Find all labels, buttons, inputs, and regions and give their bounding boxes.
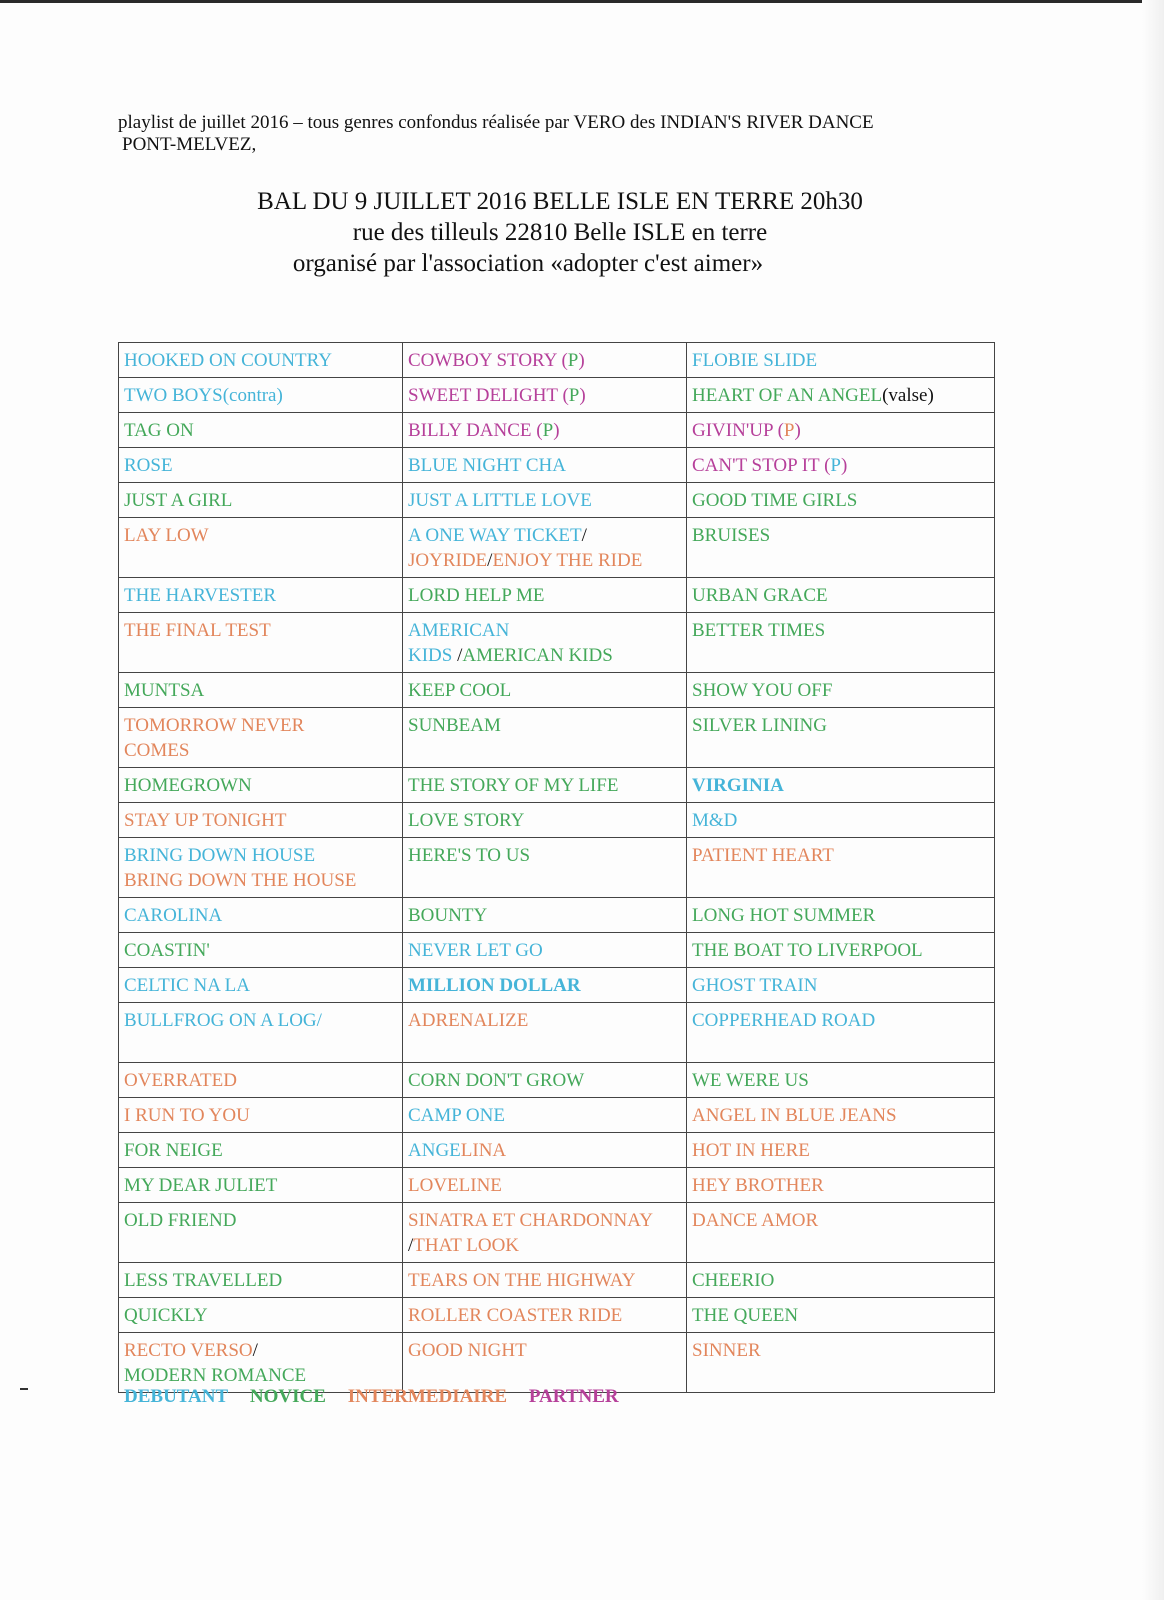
dance-cell — [403, 1063, 687, 1098]
scan-shadow — [1142, 0, 1164, 1600]
dance-title: THE STORY OF MY LIFE — [408, 775, 619, 796]
dance-title: BOUNTY — [408, 905, 488, 926]
dance-cell — [403, 1203, 687, 1263]
level-legend — [124, 1386, 635, 1408]
dance-cell — [119, 1333, 403, 1393]
dance-cell — [687, 768, 995, 803]
dance-title: P — [783, 420, 795, 441]
dance-title: / — [408, 1235, 414, 1256]
table-row — [119, 968, 995, 1003]
dance-title: JOYRIDE — [408, 550, 488, 571]
dance-title: P — [542, 420, 554, 441]
dance-cell — [119, 1203, 403, 1263]
dance-cell — [403, 1263, 687, 1298]
dance-cell — [119, 1098, 403, 1133]
dance-cell — [687, 343, 995, 378]
dance-cell — [119, 768, 403, 803]
dance-cell — [119, 708, 403, 768]
dance-cell — [687, 413, 995, 448]
dance-cell — [403, 413, 687, 448]
table-row — [119, 1298, 995, 1333]
dance-cell — [119, 613, 403, 673]
dance-title: I RUN TO YOU — [124, 1105, 250, 1126]
table-row — [119, 343, 995, 378]
dance-cell — [687, 1168, 995, 1203]
dance-cell — [119, 413, 403, 448]
table-row — [119, 838, 995, 898]
dance-cell — [403, 343, 687, 378]
dance-title: GOOD NIGHT — [408, 1340, 527, 1361]
table-row — [119, 803, 995, 838]
dance-cell — [687, 1063, 995, 1098]
playlist-table — [118, 342, 995, 1393]
dance-title: CELTIC NA LA — [124, 975, 250, 996]
dance-title: / — [581, 525, 587, 546]
dance-title: ADRENALIZE — [408, 1010, 529, 1031]
dance-title: MODERN ROMANCE — [124, 1365, 307, 1386]
dance-cell — [403, 673, 687, 708]
dance-cell — [687, 1263, 995, 1298]
event-organizer: organisé par l'association «adopter c'est aimer» — [292, 250, 764, 277]
event-title: BAL DU 9 JUILLET 2016 BELLE ISLE EN TERRE 20h30 — [257, 188, 863, 215]
dance-title: SINATRA ET CHARDONNAY — [408, 1210, 653, 1231]
dance-title: THAT LOOK — [413, 1235, 520, 1256]
dance-cell — [119, 968, 403, 1003]
dance-title: BRING DOWN HOUSE — [124, 845, 316, 866]
dance-cell — [403, 1333, 687, 1393]
dance-cell — [119, 1133, 403, 1168]
dance-title: LAY LOW — [124, 525, 209, 546]
dance-title: LOVELINE — [408, 1175, 502, 1196]
dance-title: LORD HELP ME — [408, 585, 545, 606]
dance-title: AMERICAN — [408, 620, 510, 641]
table-row — [119, 1203, 995, 1263]
dance-title: WE WERE US — [692, 1070, 809, 1091]
dance-title: JUST A GIRL — [124, 490, 233, 511]
dance-cell — [687, 1203, 995, 1263]
dance-title: OLD FRIEND — [124, 1210, 237, 1231]
dance-cell — [687, 1003, 995, 1063]
dance-cell — [687, 1098, 995, 1133]
dance-cell — [119, 1168, 403, 1203]
dance-title: OVERRATED — [124, 1070, 237, 1091]
table-row — [119, 1003, 995, 1063]
table-row — [119, 1063, 995, 1098]
dance-cell — [403, 483, 687, 518]
dance-title: HEART OF AN ANGEL — [692, 385, 883, 406]
dance-title: / — [487, 550, 493, 571]
dance-cell — [687, 968, 995, 1003]
dance-title: ANGEL IN BLUE JEANS — [692, 1105, 897, 1126]
dance-cell — [403, 768, 687, 803]
dance-title: P — [830, 455, 841, 476]
dance-cell — [687, 1333, 995, 1393]
dance-title: TWO BOYS(contra) — [124, 385, 283, 406]
dance-cell — [403, 1168, 687, 1203]
dance-title: HOT IN HERE — [692, 1140, 810, 1161]
dance-cell — [403, 1098, 687, 1133]
dance-cell — [119, 673, 403, 708]
dance-title: COWBOY STORY — [408, 350, 562, 371]
dance-cell — [687, 448, 995, 483]
dance-title: MUNTSA — [124, 680, 205, 701]
dance-title: RECTO VERSO — [124, 1340, 253, 1361]
dance-title: GOOD TIME GIRLS — [692, 490, 858, 511]
dance-cell — [687, 1298, 995, 1333]
dance-title: SINNER — [692, 1340, 761, 1361]
event-address: rue des tilleuls 22810 Belle ISLE en terre — [352, 219, 768, 246]
table-row — [119, 898, 995, 933]
table-row — [119, 1263, 995, 1298]
dance-title: ROLLER COASTER RIDE — [408, 1305, 623, 1326]
dance-title: GIVIN'UP — [692, 420, 778, 441]
dance-title: SUNBEAM — [408, 715, 501, 736]
dance-title: TOMORROW NEVER — [124, 715, 305, 736]
dance-title: MILLION DOLLAR — [408, 975, 581, 996]
dance-cell — [403, 1298, 687, 1333]
dance-title: MY DEAR JULIET — [124, 1175, 278, 1196]
dance-title: TEARS ON THE HIGHWAY — [408, 1270, 636, 1291]
dance-title: LINA — [460, 1140, 507, 1161]
table-row — [119, 708, 995, 768]
dance-title: ) — [579, 385, 586, 406]
dance-cell — [119, 578, 403, 613]
dance-cell — [687, 708, 995, 768]
dance-title: CHEERIO — [692, 1270, 775, 1291]
dance-cell — [119, 803, 403, 838]
dance-cell — [687, 1133, 995, 1168]
intro-text — [118, 112, 1018, 156]
dance-cell — [687, 578, 995, 613]
dance-title: DANCE AMOR — [692, 1210, 819, 1231]
dance-title: BULLFROG ON A LOG/ — [124, 1010, 322, 1031]
dance-title: AMERICAN KIDS — [462, 645, 613, 666]
dance-title: BETTER TIMES — [692, 620, 826, 641]
dance-title: / — [457, 645, 463, 666]
dance-title: BLUE NIGHT CHA — [408, 455, 566, 476]
dance-cell — [403, 448, 687, 483]
dance-cell — [687, 898, 995, 933]
dance-cell — [119, 483, 403, 518]
dance-title: THE BOAT TO LIVERPOOL — [692, 940, 923, 961]
playlist-body — [119, 343, 995, 1393]
dance-title: ) — [794, 420, 801, 441]
table-row — [119, 378, 995, 413]
dance-title: COPPERHEAD ROAD — [692, 1010, 876, 1031]
dance-title: M&D — [692, 810, 738, 831]
dance-title: SWEET DELIGHT — [408, 385, 563, 406]
dance-cell — [687, 518, 995, 578]
dance-title: KEEP COOL — [408, 680, 512, 701]
table-row — [119, 483, 995, 518]
table-row — [119, 578, 995, 613]
dance-cell — [403, 518, 687, 578]
table-row — [119, 1333, 995, 1393]
dance-title: LESS TRAVELLED — [124, 1270, 283, 1291]
dance-cell — [403, 968, 687, 1003]
table-row — [119, 1098, 995, 1133]
dance-title: FLOBIE SLIDE — [692, 350, 818, 371]
dance-title: ROSE — [124, 455, 173, 476]
dance-cell — [403, 838, 687, 898]
dance-title: BRUISES — [692, 525, 771, 546]
scan-speck — [20, 1388, 28, 1390]
dance-title: HOOKED ON COUNTRY — [124, 350, 332, 371]
dance-title: LOVE STORY — [408, 810, 525, 831]
dance-title: CAN'T STOP IT — [692, 455, 825, 476]
dance-cell — [687, 838, 995, 898]
dance-cell — [403, 898, 687, 933]
dance-title: BILLY DANCE — [408, 420, 537, 441]
dance-title: HEY BROTHER — [692, 1175, 824, 1196]
dance-title: ) — [553, 420, 560, 441]
dance-cell — [687, 933, 995, 968]
dance-cell — [119, 898, 403, 933]
dance-cell — [687, 673, 995, 708]
dance-cell — [119, 1263, 403, 1298]
dance-title: SILVER LINING — [692, 715, 827, 736]
dance-title: A ONE WAY TICKET — [408, 525, 582, 546]
table-row — [119, 613, 995, 673]
dance-title: CORN DON'T GROW — [408, 1070, 585, 1091]
table-row — [119, 933, 995, 968]
dance-title: ( — [824, 455, 831, 476]
intro-line-2: PONT-MELVEZ, — [122, 134, 257, 155]
dance-title: QUICKLY — [124, 1305, 208, 1326]
dance-cell — [687, 378, 995, 413]
dance-cell — [119, 343, 403, 378]
dance-cell — [403, 933, 687, 968]
dance-cell — [119, 448, 403, 483]
dance-title: CAROLINA — [124, 905, 223, 926]
dance-title: THE HARVESTER — [124, 585, 277, 606]
dance-title: ANGE — [408, 1140, 461, 1161]
dance-cell — [119, 1298, 403, 1333]
table-row — [119, 413, 995, 448]
dance-title: PATIENT HEART — [692, 845, 834, 866]
dance-cell — [403, 378, 687, 413]
dance-title: THE QUEEN — [692, 1305, 799, 1326]
dance-title: ENJOY THE RIDE — [492, 550, 643, 571]
dance-cell — [403, 1003, 687, 1063]
dance-title: HERE'S TO US — [408, 845, 531, 866]
table-row — [119, 1168, 995, 1203]
dance-title: / — [252, 1340, 258, 1361]
legend-debutant: DEBUTANT — [124, 1386, 229, 1407]
dance-cell — [403, 803, 687, 838]
dance-cell — [119, 933, 403, 968]
dance-title: ) — [840, 455, 848, 476]
table-row — [119, 448, 995, 483]
dance-title: HOMEGROWN — [124, 775, 252, 796]
legend-partner: PARTNER — [528, 1386, 619, 1407]
dance-title: P — [567, 350, 579, 371]
scan-edge — [0, 0, 1164, 3]
dance-cell — [403, 708, 687, 768]
dance-title: ( — [562, 385, 569, 406]
dance-title: JUST A LITTLE LOVE — [408, 490, 592, 511]
dance-title: ( — [561, 350, 568, 371]
dance-title: ( — [777, 420, 784, 441]
dance-title: ) — [578, 350, 585, 371]
dance-cell — [687, 803, 995, 838]
dance-cell — [119, 1003, 403, 1063]
dance-title: BRING DOWN THE HOUSE — [124, 870, 357, 891]
table-row — [119, 518, 995, 578]
dance-title: STAY UP TONIGHT — [124, 810, 287, 831]
table-row — [119, 673, 995, 708]
dance-title: URBAN GRACE — [692, 585, 828, 606]
dance-title: COASTIN' — [124, 940, 210, 961]
dance-title: VIRGINIA — [692, 775, 784, 796]
dance-title: TAG ON — [124, 420, 194, 441]
dance-title: KIDS — [408, 645, 458, 666]
dance-cell — [119, 838, 403, 898]
dance-cell — [403, 578, 687, 613]
table-row — [119, 1133, 995, 1168]
dance-cell — [119, 378, 403, 413]
dance-title: CAMP ONE — [408, 1105, 505, 1126]
dance-title: THE FINAL TEST — [124, 620, 271, 641]
legend-intermediaire: INTERMEDIAIRE — [347, 1386, 508, 1407]
legend-novice: NOVICE — [249, 1386, 326, 1407]
table-row — [119, 768, 995, 803]
dance-title: ( — [536, 420, 543, 441]
dance-title: NEVER LET GO — [408, 940, 543, 961]
dance-title: SHOW YOU OFF — [692, 680, 833, 701]
dance-title: P — [568, 385, 580, 406]
dance-cell — [119, 518, 403, 578]
intro-line-1: playlist de juillet 2016 – tous genres confondus réalisée par VERO des INDIAN'S RIVER DANCE — [118, 112, 874, 133]
dance-title: (valse) — [882, 385, 934, 406]
dance-cell — [687, 483, 995, 518]
dance-title: GHOST TRAIN — [692, 975, 818, 996]
dance-title: LONG HOT SUMMER — [692, 905, 876, 926]
dance-cell — [403, 613, 687, 673]
event-heading — [160, 186, 960, 279]
dance-cell — [687, 613, 995, 673]
dance-title: COMES — [124, 740, 190, 761]
dance-cell — [119, 1063, 403, 1098]
dance-title: FOR NEIGE — [124, 1140, 223, 1161]
dance-cell — [403, 1133, 687, 1168]
